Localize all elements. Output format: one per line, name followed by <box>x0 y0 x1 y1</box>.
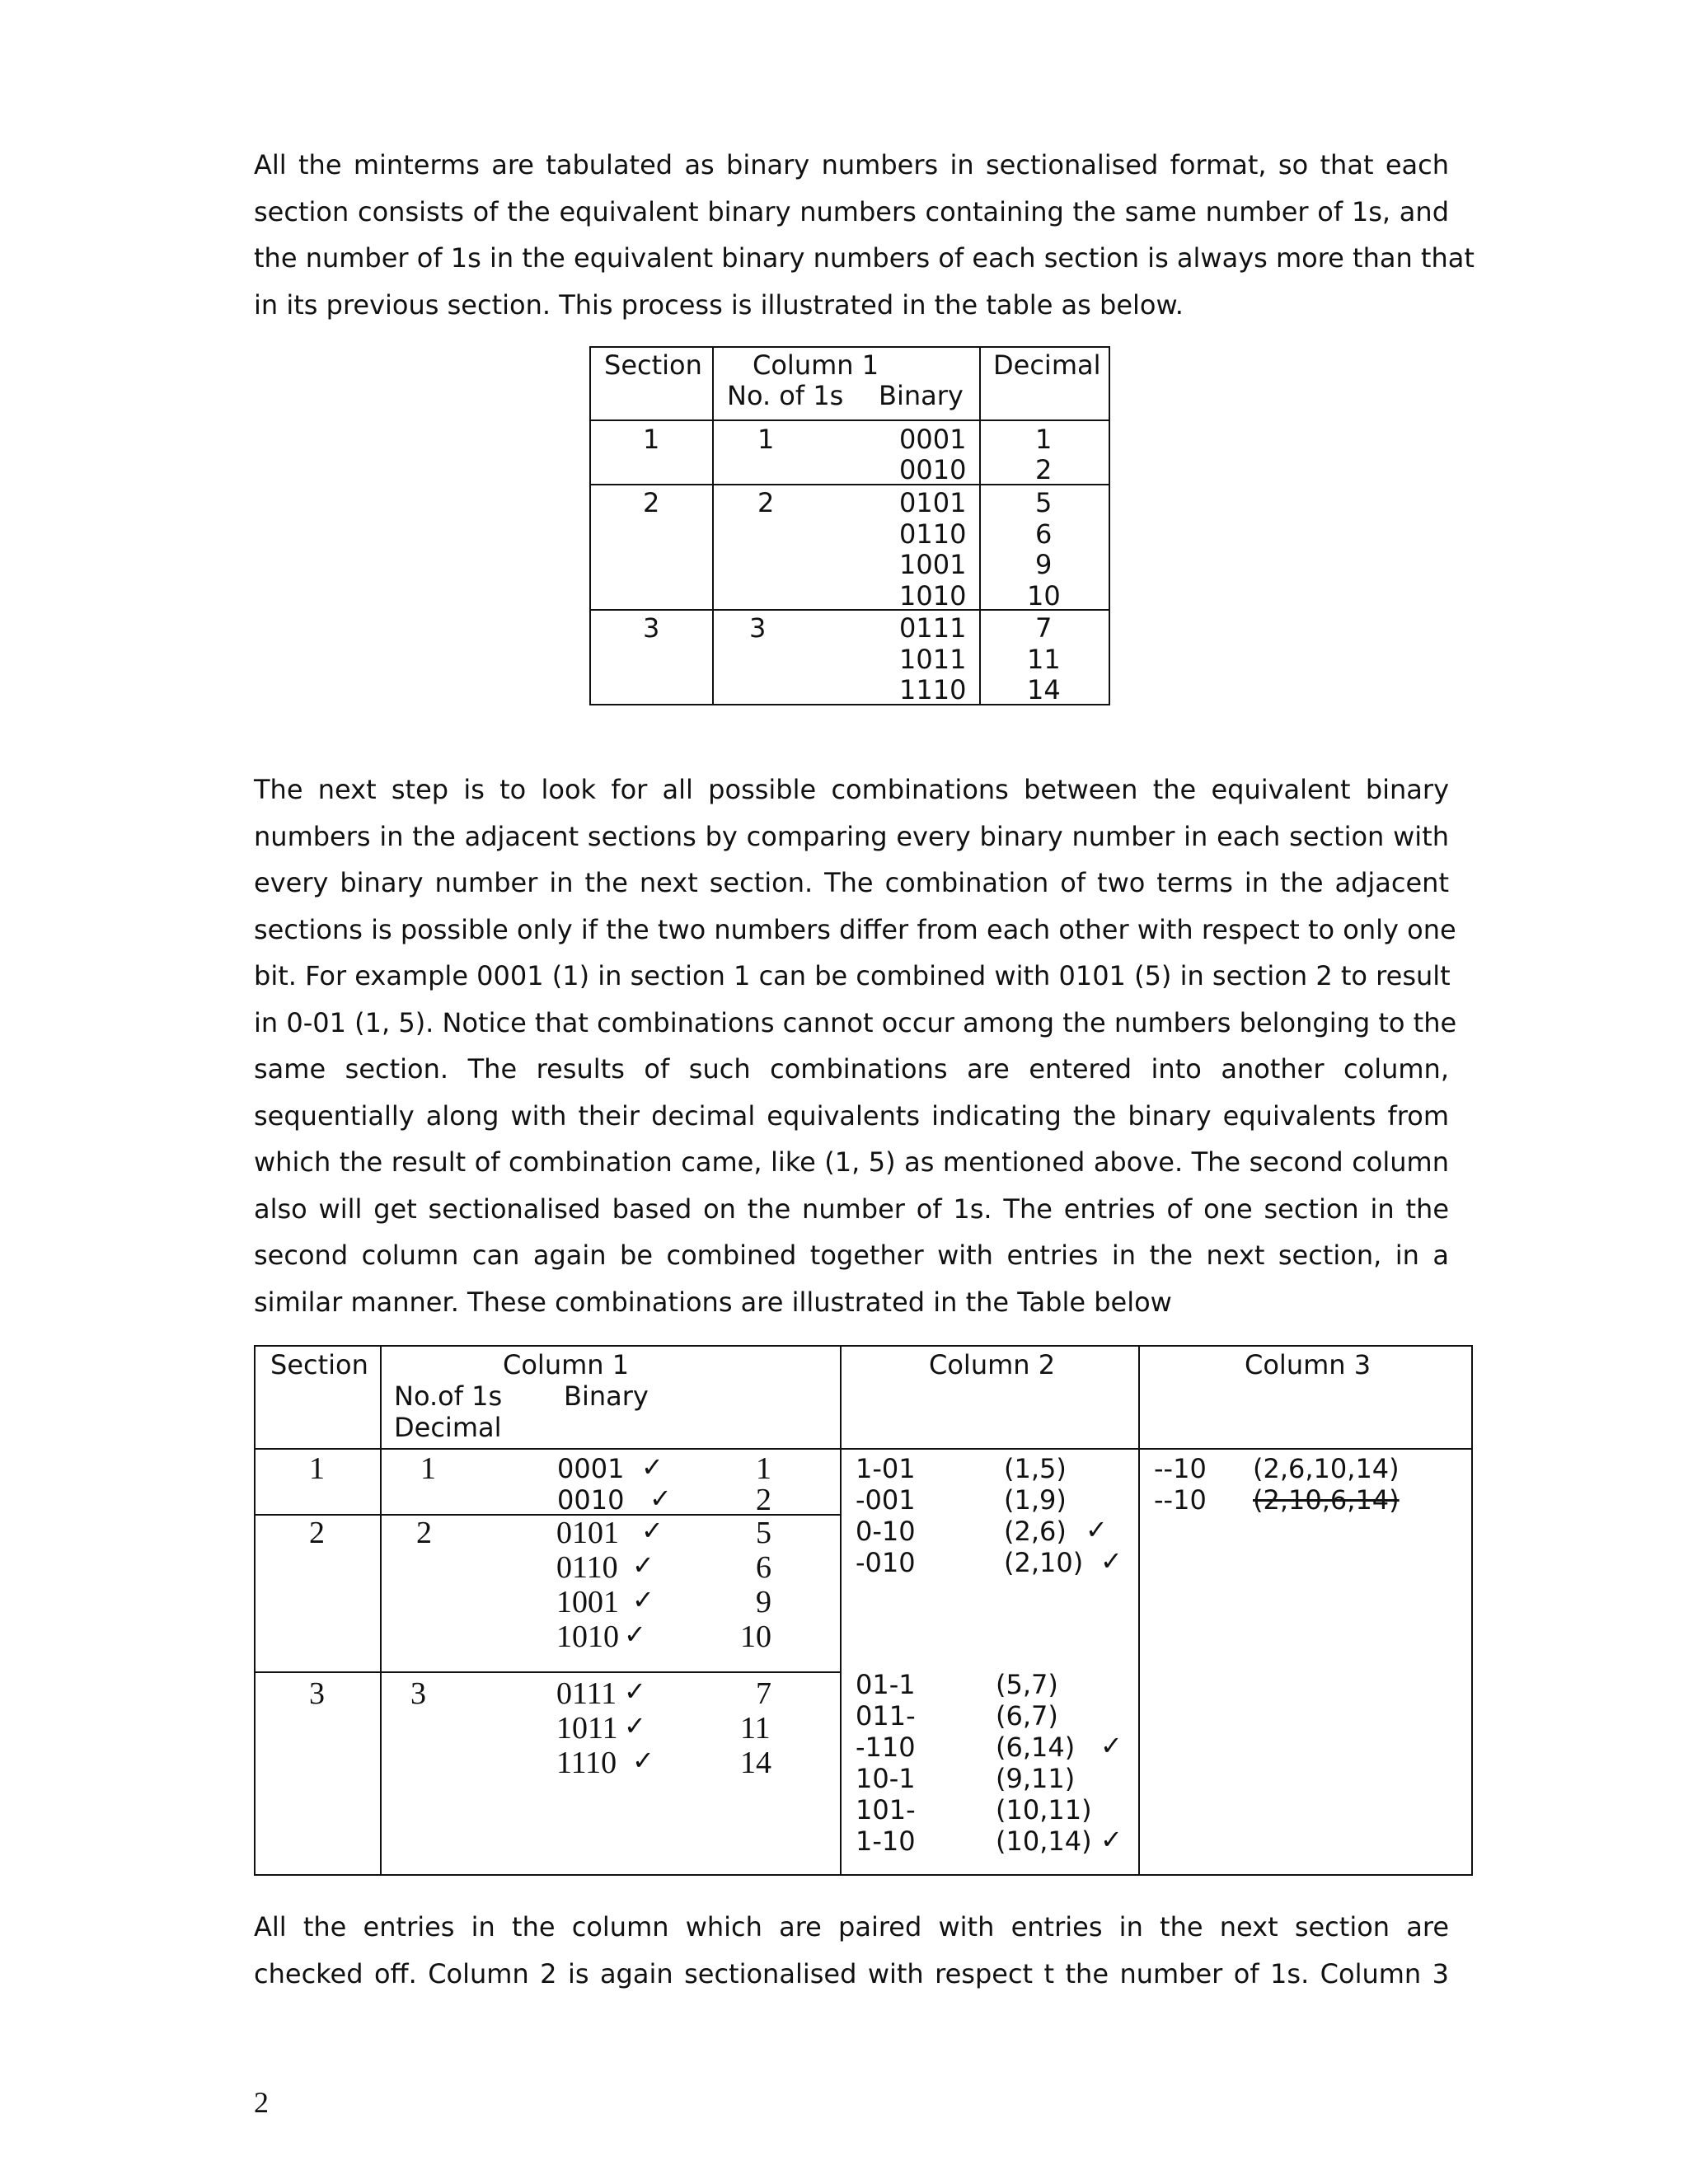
header-section: Section <box>604 349 702 381</box>
header-no-of-1s: No. of 1s <box>727 380 844 411</box>
binary-value: 0010 <box>557 1484 625 1516</box>
check-icon: ✓ <box>1100 1545 1123 1577</box>
column2-term: 10-1 <box>856 1763 916 1794</box>
column2-term: 1-01 <box>856 1453 916 1484</box>
column2-pair: (1,9) <box>1004 1484 1067 1516</box>
column3-pair-struck: (2,10,6,14) <box>1253 1484 1400 1516</box>
text-line: All the minterms are tabulated as binary numbers in sectionalised format, so that each <box>254 149 1449 180</box>
text-line: checked off. Column 2 is again sectionalised with respect t the number of 1s. Column 3 <box>254 1957 1449 1990</box>
column2-term: 101- <box>856 1794 916 1825</box>
decimal-value: 6 <box>1035 518 1053 550</box>
column2-pair: (6,14) <box>996 1732 1076 1763</box>
section-number: 1 <box>309 1451 325 1486</box>
header-binary: Binary <box>879 380 964 411</box>
header-column2: Column 2 <box>929 1349 1056 1380</box>
text-line: in its previous section. This process is illustrated in the table as below. <box>254 288 1184 321</box>
check-icon: ✓ <box>632 1549 654 1581</box>
decimal-value: 10 <box>740 1619 771 1654</box>
decimal-value: 1 <box>756 1451 771 1486</box>
check-icon: ✓ <box>632 1584 654 1615</box>
header-section: Section <box>270 1349 368 1380</box>
section-number: 1 <box>643 424 660 455</box>
check-icon: ✓ <box>624 1675 646 1707</box>
binary-value: 1110 <box>556 1746 617 1780</box>
binary-value: 0110 <box>556 1550 618 1585</box>
page-number: 2 <box>254 2086 269 2119</box>
binary-value: 0101 <box>899 487 967 518</box>
text-line: same section. The results of such combinations are entered into another column, <box>254 1053 1449 1085</box>
header-no-of-1s: No.of 1s <box>394 1380 503 1412</box>
decimal-value: 11 <box>740 1711 771 1746</box>
check-icon: ✓ <box>1100 1730 1123 1761</box>
column2-pair: (9,11) <box>996 1763 1076 1794</box>
binary-value: 1011 <box>556 1711 618 1746</box>
decimal-value: 2 <box>756 1483 771 1517</box>
text-line: section consists of the equivalent binary numbers containing the same number of 1s, and <box>254 195 1449 227</box>
binary-value: 1001 <box>556 1585 619 1619</box>
decimal-value: 10 <box>1027 580 1061 612</box>
header-binary: Binary <box>564 1380 649 1412</box>
text-line: The next step is to look for all possible combinations between the equivalent binary <box>254 774 1449 805</box>
binary-value: 0001 <box>899 424 967 455</box>
binary-value: 0101 <box>556 1516 619 1550</box>
text-line: similar manner. These combinations are illustrated in the Table below <box>254 1286 1172 1318</box>
text-line: bit. For example 0001 (1) in section 1 can be combined with 0101 (5) in section 2 to result <box>254 960 1451 991</box>
column2-term: -010 <box>856 1547 916 1578</box>
column3-term: --10 <box>1154 1484 1207 1516</box>
decimal-value: 9 <box>756 1585 771 1619</box>
ones-count: 2 <box>757 487 775 518</box>
text-line: numbers in the adjacent sections by comparing every binary number in each section with <box>254 820 1449 852</box>
check-icon: ✓ <box>1085 1514 1108 1545</box>
check-icon: ✓ <box>641 1451 663 1483</box>
binary-value: 1110 <box>899 674 967 705</box>
decimal-value: 7 <box>756 1676 771 1711</box>
decimal-value: 9 <box>1035 549 1053 580</box>
header-column1: Column 1 <box>753 349 879 381</box>
ones-count: 1 <box>757 424 775 455</box>
check-icon: ✓ <box>624 1710 646 1741</box>
text-line: in 0-01 (1, 5). Notice that combinations cannot occur among the numbers belonging to the <box>254 1006 1457 1038</box>
binary-value: 1010 <box>899 580 967 612</box>
decimal-value: 6 <box>756 1550 771 1585</box>
decimal-value: 2 <box>1035 454 1053 485</box>
decimal-value: 5 <box>756 1516 771 1550</box>
decimal-value: 14 <box>1027 674 1061 705</box>
binary-value: 1011 <box>899 644 967 675</box>
text-line: second column can again be combined together with entries in the next section, in a <box>254 1240 1449 1271</box>
column2-pair: (6,7) <box>996 1700 1058 1732</box>
section-number: 3 <box>309 1676 325 1711</box>
header-column1: Column 1 <box>503 1349 630 1380</box>
text-line: sequentially along with their decimal equivalents indicating the binary equivalents from <box>254 1099 1449 1132</box>
text-line: also will get sectionalised based on the number of 1s. The entries of one section in the <box>254 1193 1449 1225</box>
binary-value: 1010 <box>556 1619 619 1654</box>
section-number: 3 <box>643 612 660 644</box>
binary-value: 0010 <box>899 454 967 485</box>
header-column3: Column 3 <box>1245 1349 1372 1380</box>
binary-value: 0110 <box>899 518 967 550</box>
binary-value: 0111 <box>556 1676 617 1711</box>
column2-term: 0-10 <box>856 1516 916 1547</box>
ones-count: 3 <box>410 1676 426 1711</box>
text-line: sections is possible only if the two numbers differ from each other with respect to only one <box>254 913 1456 945</box>
column2-pair: (2,6) <box>1004 1516 1067 1547</box>
column2-term: 01-1 <box>856 1669 916 1700</box>
check-icon: ✓ <box>1100 1824 1123 1855</box>
header-decimal: Decimal <box>394 1412 502 1443</box>
text-line: the number of 1s in the equivalent binary numbers of each section is always more than that <box>254 242 1475 274</box>
binary-value: 1001 <box>899 549 967 580</box>
section-number: 2 <box>643 487 660 518</box>
section-number: 2 <box>309 1516 325 1550</box>
decimal-value: 14 <box>740 1746 771 1780</box>
header-decimal: Decimal <box>993 349 1101 381</box>
column2-term: 011- <box>856 1700 916 1732</box>
binary-value: 0111 <box>899 612 967 644</box>
check-icon: ✓ <box>624 1619 646 1650</box>
text-line: All the entries in the column which are paired with entries in the next section are <box>254 1911 1449 1943</box>
column2-term: -001 <box>856 1484 916 1516</box>
paragraph-2 <box>254 766 1457 1325</box>
decimal-value: 11 <box>1027 644 1061 675</box>
column3-pair: (2,6,10,14) <box>1253 1453 1400 1484</box>
paragraph-3 <box>254 1904 1449 1997</box>
column2-pair: (10,14) <box>996 1825 1092 1857</box>
check-icon: ✓ <box>641 1515 663 1546</box>
column3-term: --10 <box>1154 1453 1207 1484</box>
ones-count: 3 <box>749 612 767 644</box>
column2-pair: (5,7) <box>996 1669 1058 1700</box>
binary-value: 0001 <box>557 1453 625 1484</box>
column2-pair: (10,11) <box>996 1794 1092 1825</box>
decimal-value: 5 <box>1035 487 1053 518</box>
ones-count: 1 <box>420 1451 436 1486</box>
text-line: every binary number in the next section. The combination of two terms in the adjacent <box>254 867 1449 898</box>
column2-term: 1-10 <box>856 1825 916 1857</box>
ones-count: 2 <box>416 1516 432 1550</box>
column2-term: -110 <box>856 1732 916 1763</box>
text-line: which the result of combination came, like (1, 5) as mentioned above. The second column <box>254 1146 1449 1178</box>
column2-pair: (2,10) <box>1004 1547 1084 1578</box>
decimal-value: 1 <box>1035 424 1053 455</box>
column2-pair: (1,5) <box>1004 1453 1067 1484</box>
check-icon: ✓ <box>649 1483 672 1514</box>
decimal-value: 7 <box>1035 612 1053 644</box>
check-icon: ✓ <box>632 1745 654 1776</box>
paragraph-1 <box>254 142 1475 328</box>
